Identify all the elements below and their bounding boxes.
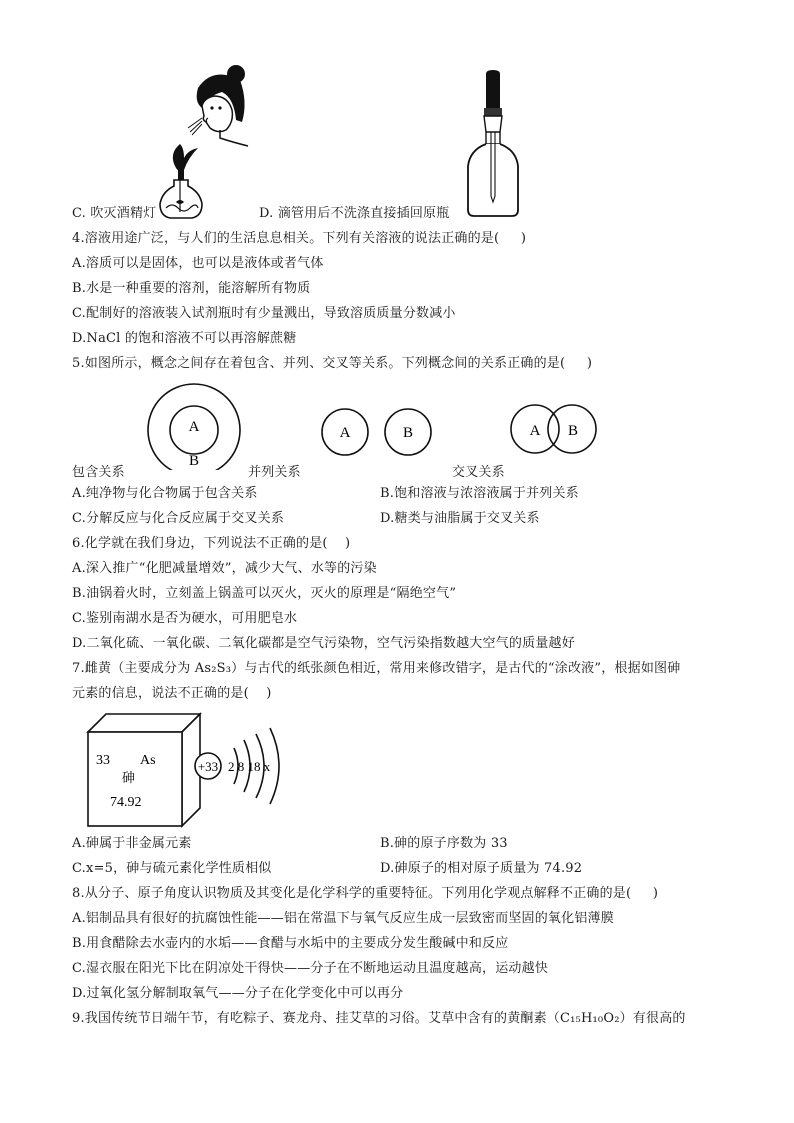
electron-shells: 2 8 18 x (228, 759, 271, 774)
q5-stem: 5.如图所示，概念之间存在着包含、并列、交叉等关系。下列概念间的关系正确的是( ) (72, 356, 593, 371)
q6-option-a: A.深入推广“化肥减量增效”，减少大气、水等的污染 (72, 561, 377, 576)
q9-stem: 9.我国传统节日端午节，有吃粽子、赛龙舟、挂艾草的习俗。艾草中含有的黄酮素（C₁₅H₁₀O₂）有很高的 (72, 1011, 686, 1026)
blow-out-alcohol-lamp-figure (158, 62, 250, 220)
element-symbol: As (140, 753, 156, 768)
element-atomic-mass: 74.92 (110, 795, 142, 810)
q5-option-d: D.糖类与油脂属于交叉关系 (380, 511, 540, 526)
caption-cross: 交叉关系 (452, 465, 505, 480)
caption-inclusion: 包含关系 (72, 465, 125, 480)
element-box-top (88, 714, 200, 732)
q4-stem: 4.溶液用途广泛，与人们的生活息息相关。下列有关溶液的说法正确的是( ) (72, 231, 527, 246)
caption-parallel: 并列关系 (248, 465, 301, 480)
cross-label-b: B (567, 423, 579, 439)
element-name: 砷 (122, 771, 136, 786)
q8-option-b: B.用食醋除去水壶内的水垢——食醋与水垢中的主要成分发生酸碱中和反应 (72, 936, 509, 951)
q7-stem-line1: 7.雌黄（主要成分为 As₂S₃）与古代的纸张颜色相近，常用来修改错字，是古代的“涂改液”，根据如图砷 (72, 661, 681, 676)
element-atomic-number: 33 (96, 753, 110, 768)
parallel-label-b: B (402, 425, 414, 441)
q4-option-d: D.NaCl 的饱和溶液不可以再溶解蔗糖 (72, 331, 297, 346)
q7-option-c: C.x=5，砷与硫元素化学性质相似 (72, 861, 272, 876)
q7-stem-line2: 元素的信息，说法不正确的是( ) (72, 686, 272, 701)
q4-option-c: C.配制好的溶液装入试剂瓶时有少量溅出，导致溶质质量分数减小 (72, 306, 456, 321)
q7-option-d: D.砷原子的相对原子质量为 74.92 (380, 861, 583, 876)
q4-option-b: B.水是一种重要的溶剂，能溶解所有物质 (72, 281, 311, 296)
q4-option-a: A.溶质可以是固体，也可以是液体或者气体 (72, 256, 324, 271)
concept-relation-diagram (140, 378, 610, 470)
q7-option-a: A.砷属于非金属元素 (72, 836, 192, 851)
dropper-bottle-figure (462, 70, 524, 218)
q6-option-d: D.二氧化硫、一氧化碳、二氧化碳都是空气污染物，空气污染指数越大空气的质量越好 (72, 636, 575, 651)
q7-option-b: B.砷的原子序数为 33 (380, 836, 508, 851)
q6-option-c: C.鉴别南湖水是否为硬水，可用肥皂水 (72, 611, 298, 626)
q3-option-c: C. 吹灭酒精灯 (72, 206, 157, 221)
arsenic-element-figure (84, 710, 294, 828)
inclusion-label-b: B (188, 453, 200, 469)
nucleus-charge: +33 (197, 759, 219, 774)
q5-option-b: B.饱和溶液与浓溶液属于并列关系 (380, 486, 579, 501)
q8-option-d: D.过氧化氢分解制取氧气——分子在化学变化中可以再分 (72, 986, 404, 1001)
q6-option-b: B.油锅着火时，立刻盖上锅盖可以灭火，灭火的原理是“隔绝空气” (72, 586, 457, 601)
q8-option-a: A.铝制品具有很好的抗腐蚀性能——铝在常温下与氧气反应生成一层致密而坚固的氧化铝薄膜 (72, 911, 614, 926)
q6-stem: 6.化学就在我们身边，下列说法不正确的是( ) (72, 536, 351, 551)
cross-label-a: A (529, 423, 541, 439)
inclusion-label-a: A (188, 419, 200, 435)
q5-option-c: C.分解反应与化合反应属于交叉关系 (72, 511, 285, 526)
parallel-label-a: A (339, 425, 351, 441)
q8-option-c: C.湿衣服在阳光下比在阴凉处干得快——分子在不断地运动且温度越高，运动越快 (72, 961, 549, 976)
q8-stem: 8.从分子、原子角度认识物质及其变化是化学科学的重要特征。下列用化学观点解释不正确的是( ) (72, 886, 659, 901)
q3-option-d: D. 滴管用后不洗涤直接插回原瓶 (259, 206, 450, 221)
q5-option-a: A.纯净物与化合物属于包含关系 (72, 486, 258, 501)
